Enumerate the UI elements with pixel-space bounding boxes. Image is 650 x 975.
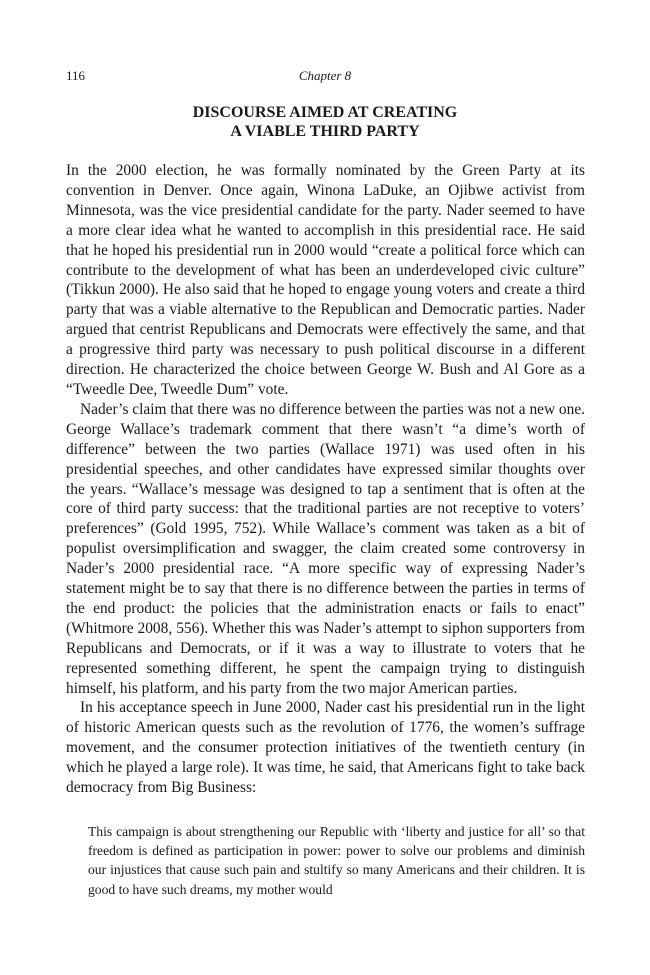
- paragraph: In his acceptance speech in June 2000, Nader cast his presidential run in the light of historic American quests such as the revolution of 1776, the women’s suffrage movement, and the consumer protection initiatives of the twentieth century (in which he played a large role). It was time, he said, that Americans fight to take back democracy from Big Business:: [66, 699, 585, 797]
- paragraph: In the 2000 election, he was formally nominated by the Green Party at its convention in Denver. Once again, Winona LaDuke, an Ojibwe activist from Minnesota, was the vice presidential candidate for the party. Nader seemed to have a more clear idea what he wanted to accomplish in this presidential race. He said that he hoped his presidential run in 2000 would “create a political force which can contribute to the development of what has been an underdeveloped civic culture” (Tikkun 2000). He also said that he hoped to engage young voters and create a third party that was a viable alternative to the Republican and Democratic parties. Nader argued that centrist Republicans and Democrats were effectively the same, and that a progressive third party was necessary to push political discourse in a different direction. He characterized the choice between George W. Bush and Al Gore as a “Tweedle Dee, Tweedle Dum” vote.: [66, 162, 585, 398]
- body-text: [66, 161, 585, 798]
- page-header: [66, 68, 584, 86]
- page-number: 116: [66, 68, 86, 83]
- running-head: Chapter 8: [298, 68, 352, 83]
- section-heading: [66, 103, 584, 141]
- section-heading-line-2: A VIABLE THIRD PARTY: [230, 123, 420, 140]
- paragraph: Nader’s claim that there was no difference between the parties was not a new one. George Wallace’s trademark comment that there wasn’t “a dime’s worth of difference” between the two parties (Wallace 1971) was used often in his presidential speeches, and other candidates have expressed similar thoughts over the years. “Wallace’s message was designed to tap a sentiment that is often at the core of third party success: that the traditional parties are not receptive to voters’ preferences” (Gold 1995, 752). While Wallace’s comment was taken as a bit of populist oversimplification and swagger, the claim created some controversy in Nader’s 2000 presidential race. “A more specific way of expressing Nader’s statement might be to say that there is no difference between the parties in terms of the end product: the policies that the administration enacts or fails to enact” (Whitmore 2008, 556). Whether this was Nader’s attempt to siphon supporters from Republicans and Democrats, or if it was a way to illustrate to voters that he represented something different, he spent the campaign trying to distinguish himself, his platform, and his party from the two major American parties.: [66, 400, 585, 697]
- block-quote: [88, 822, 585, 899]
- section-heading-line-1: DISCOURSE AIMED AT CREATING: [192, 104, 458, 121]
- block-quote-text: This campaign is about strengthening our Republic with ‘liberty and justice for all’ so that freedom is defined as participation in power: power to solve our problems and diminish our injustices that cause such pain and stultify so many Americans and their children. It is good to have such dreams, my mother would: [88, 824, 585, 897]
